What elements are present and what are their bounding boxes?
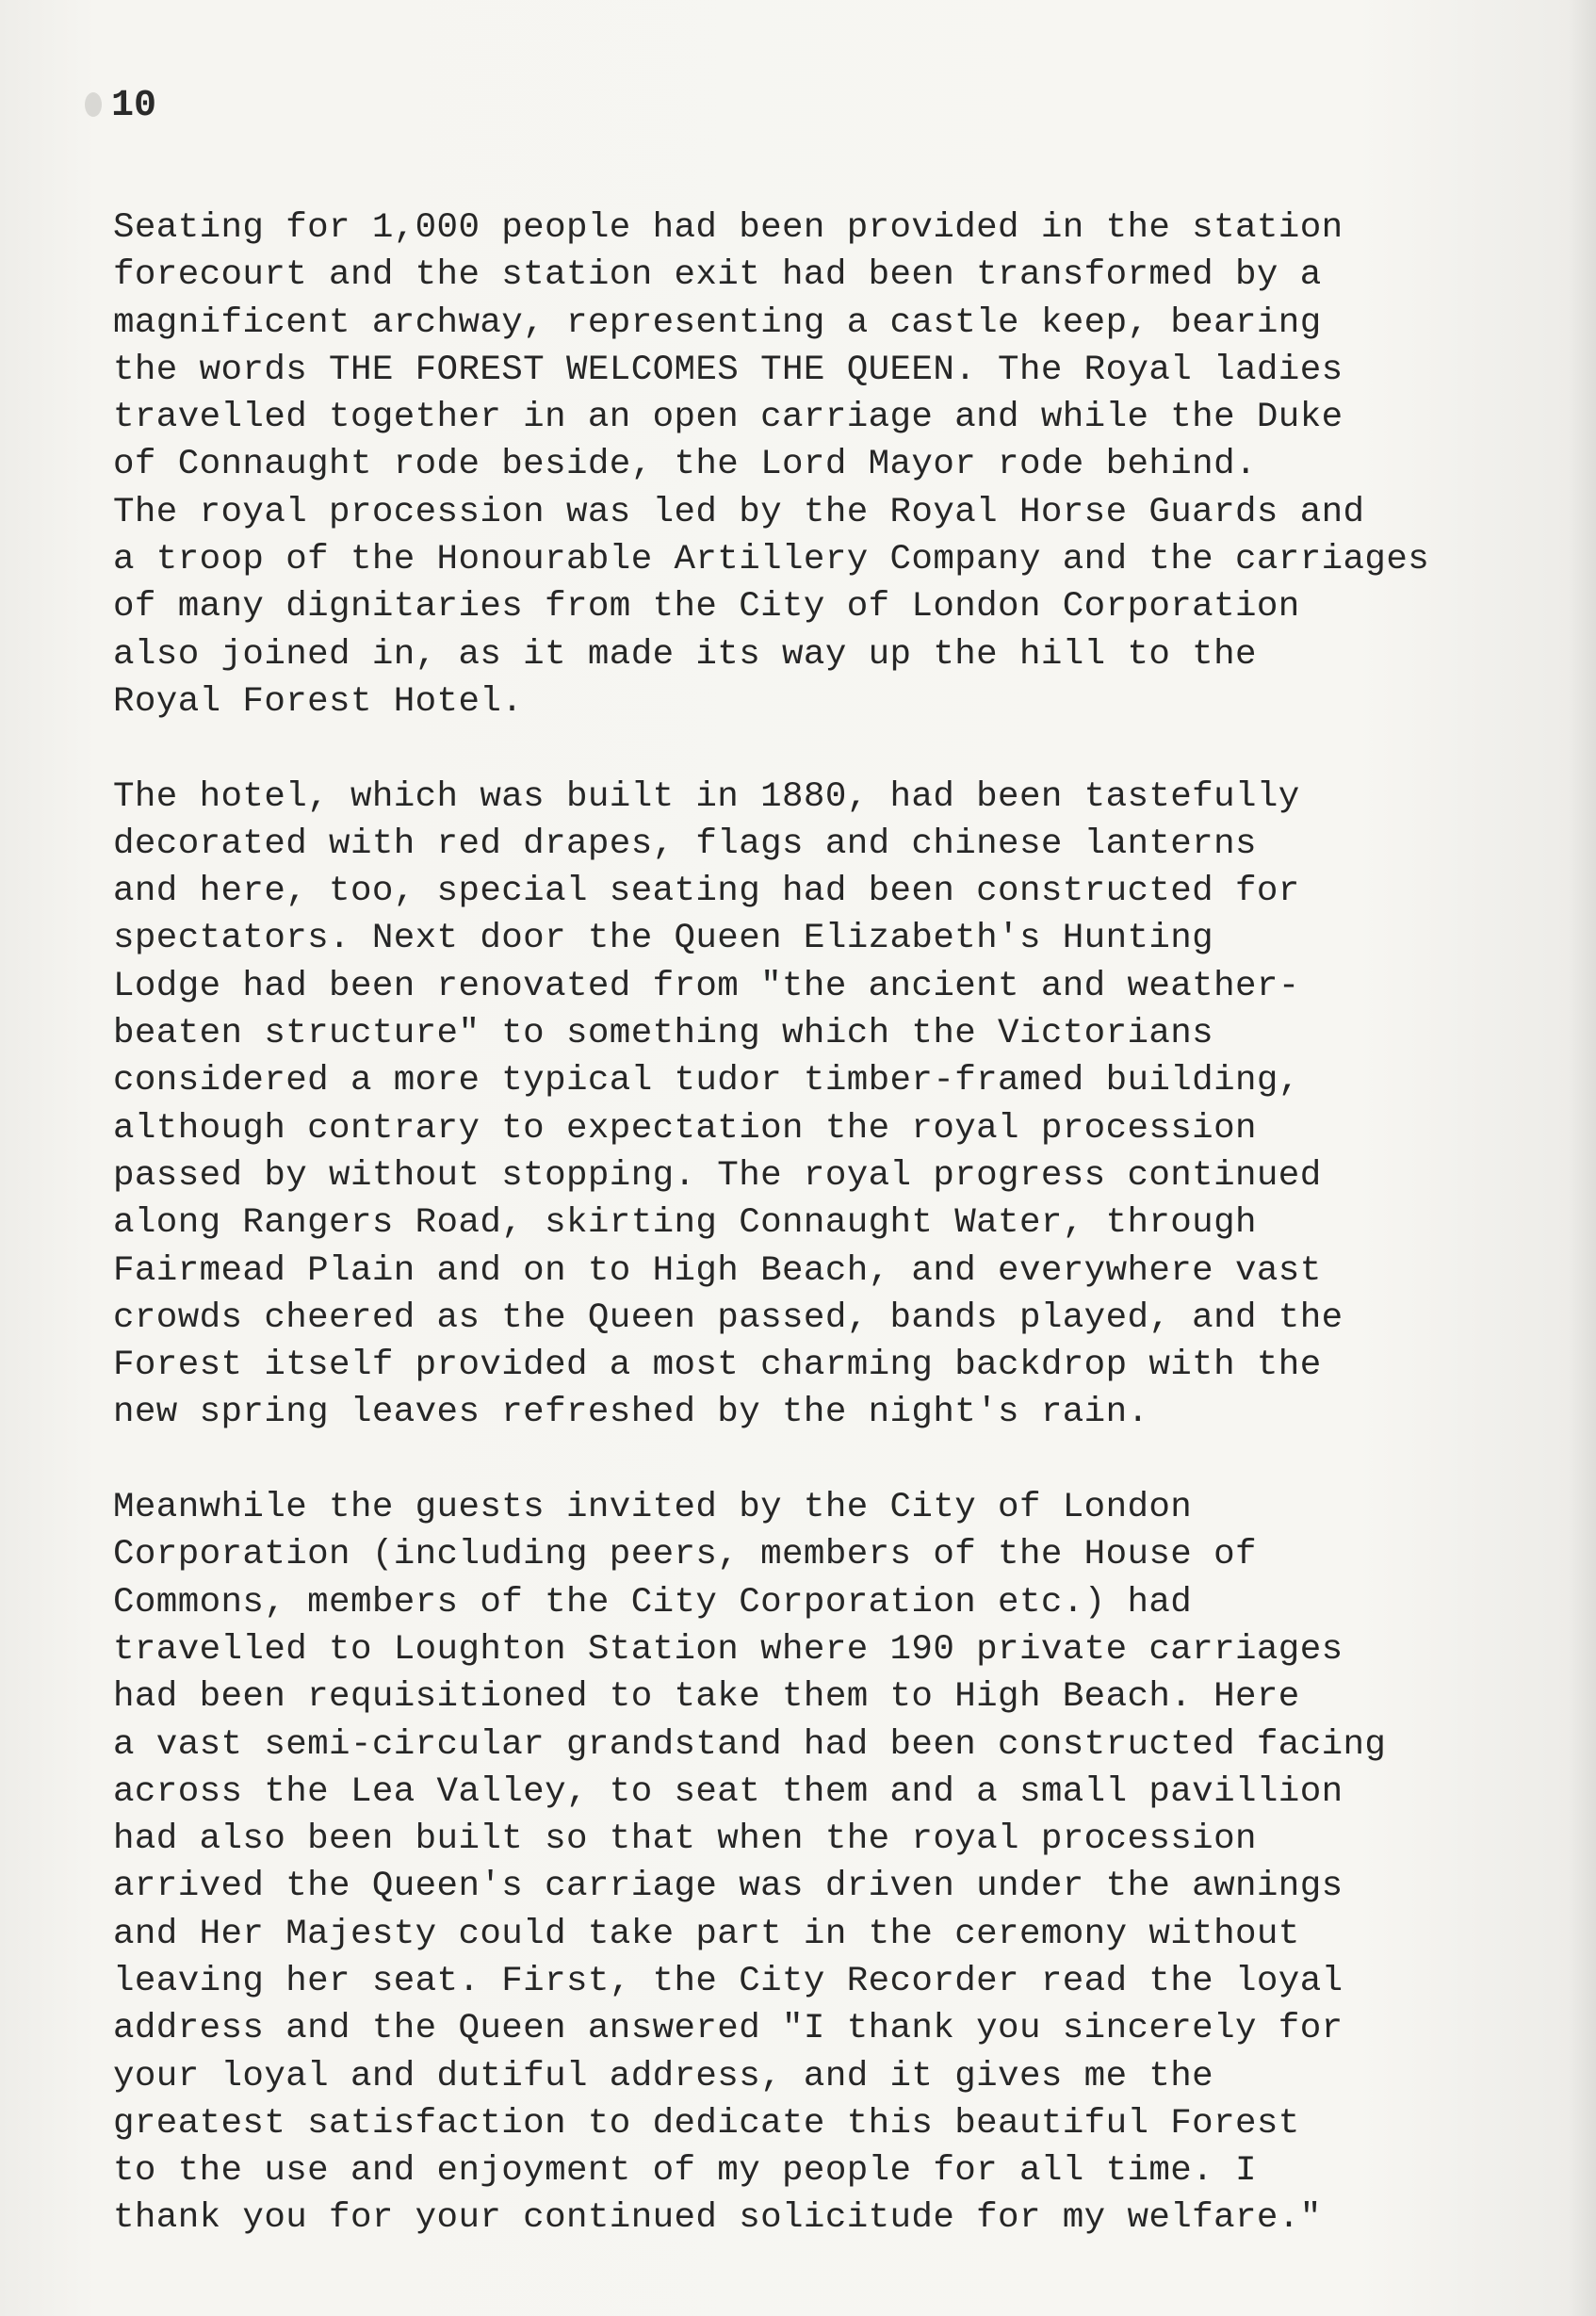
text-line: had been requisitioned to take them to High Beach. Here (113, 1677, 1300, 1718)
text-line: along Rangers Road, skirting Connaught Water, through (113, 1203, 1257, 1244)
text-line: greatest satisfaction to dedicate this beautiful Forest (113, 2103, 1300, 2144)
text-line: Lodge had been renovated from "the ancient and weather- (113, 966, 1300, 1006)
text-line: The royal procession was led by the Royal Horse Guards and (113, 492, 1365, 532)
text-line: arrived the Queen's carriage was driven under the awnings (113, 1867, 1344, 1907)
text-line: and here, too, special seating had been constructed for (113, 872, 1300, 912)
text-line: Commons, members of the City Corporation etc.) had (113, 1582, 1193, 1623)
text-line: spectators. Next door the Queen Elizabeth's Hunting (113, 919, 1214, 959)
text-line: Royal Forest Hotel. (113, 681, 524, 722)
text-line: of Connaught rode beside, the Lord Mayor rode behind. (113, 445, 1257, 485)
text-line: new spring leaves refreshed by the night's rain. (113, 1393, 1149, 1433)
text-line: address and the Queen answered "I thank you sincerely for (113, 2009, 1344, 2049)
text-line: to the use and enjoyment of my people for all time. I (113, 2151, 1257, 2192)
text-line: The hotel, which was built in 1880, had been tastefully (113, 776, 1300, 817)
text-line: travelled together in an open carriage and while the Duke (113, 398, 1344, 438)
text-line: a vast semi-circular grandstand had been constructed facing (113, 1724, 1387, 1765)
text-line: thank you for your continued solicitude for my welfare." (113, 2198, 1322, 2239)
text-line: crowds cheered as the Queen passed, bands played, and the (113, 1297, 1344, 1338)
text-line: your loyal and dutiful address, and it gives me the (113, 2056, 1214, 2096)
text-line: Forest itself provided a most charming backdrop with the (113, 1346, 1322, 1386)
text-line: forecourt and the station exit had been transformed by a (113, 255, 1322, 296)
body-text (113, 204, 1545, 2290)
text-line: considered a more typical tudor timber-framed building, (113, 1061, 1300, 1101)
text-line: of many dignitaries from the City of London Corporation (113, 587, 1300, 628)
paragraph (113, 774, 1545, 1437)
text-line: a troop of the Honourable Artillery Company and the carriages (113, 540, 1430, 580)
page-edge-shadow (1568, 0, 1596, 2316)
text-line: passed by without stopping. The royal progress continued (113, 1155, 1322, 1196)
text-line: also joined in, as it made its way up the hill to the (113, 634, 1257, 675)
paragraph (113, 204, 1545, 726)
text-line: the words THE FOREST WELCOMES THE QUEEN. The Royal ladies (113, 350, 1344, 390)
paragraph (113, 1484, 1545, 2243)
text-line: although contrary to expectation the royal procession (113, 1108, 1257, 1149)
text-line: leaving her seat. First, the City Recorder read the loyal (113, 1961, 1344, 2001)
text-line: Fairmead Plain and on to High Beach, and everywhere vast (113, 1250, 1322, 1291)
text-line: magnificent archway, representing a castle keep, bearing (113, 302, 1322, 343)
text-line: Meanwhile the guests invited by the City of London (113, 1488, 1193, 1528)
text-line: decorated with red drapes, flags and chinese lanterns (113, 824, 1257, 864)
text-line: beaten structure" to something which the Victorians (113, 1014, 1214, 1054)
text-line: Corporation (including peers, members of the House of (113, 1535, 1257, 1575)
page-mark (85, 92, 102, 117)
text-line: travelled to Loughton Station where 190 private carriages (113, 1629, 1344, 1670)
text-line: Seating for 1,000 people had been provided in the station (113, 208, 1344, 248)
text-line: had also been built so that when the royal procession (113, 1819, 1257, 1860)
text-line: and Her Majesty could take part in the ceremony without (113, 1914, 1300, 1954)
text-line: across the Lea Valley, to seat them and a small pavillion (113, 1771, 1344, 1812)
page-number: 10 (111, 85, 157, 127)
